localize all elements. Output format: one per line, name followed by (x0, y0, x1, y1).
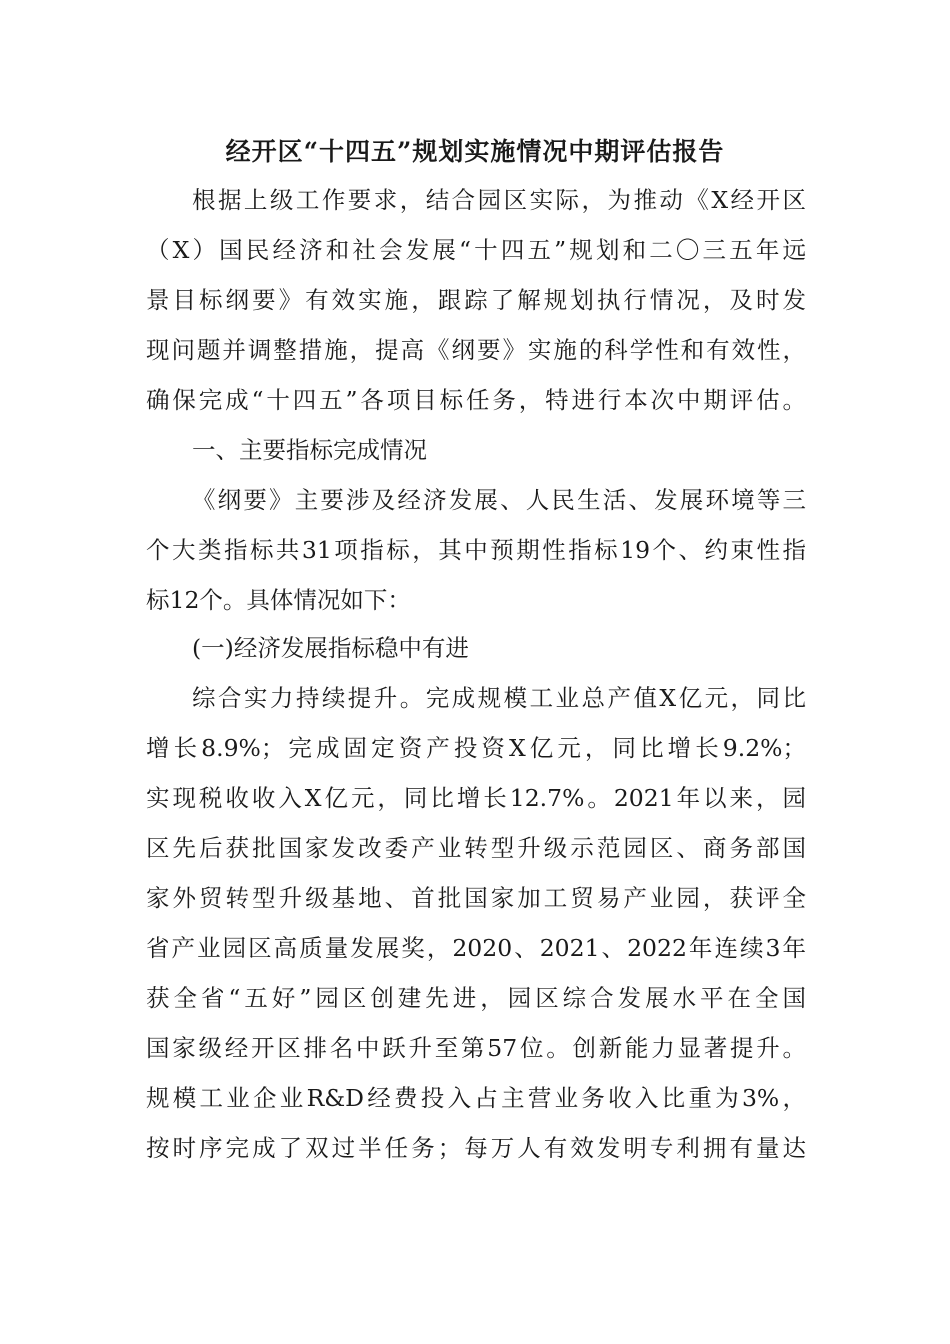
paragraph-line: 景目标纲要》有效实施，跟踪了解规划执行情况，及时发 (146, 286, 806, 314)
paragraph-line: 确保完成“十四五”各项目标任务，特进行本次中期评估。 (146, 386, 806, 414)
paragraph-line: （X）国民经济和社会发展“十四五”规划和二〇三五年远 (146, 236, 806, 264)
paragraph-line: 家外贸转型升级基地、首批国家加工贸易产业园，获评全 (146, 884, 806, 912)
paragraph-line: 规模工业企业R&D经费投入占主营业务收入比重为3%， (146, 1084, 806, 1112)
paragraph-line: 省产业园区高质量发展奖，2020、2021、2022年连续3年 (146, 934, 806, 962)
paragraph-line: 综合实力持续提升。完成规模工业总产值X亿元，同比 (192, 684, 806, 712)
document-title: 经开区“十四五”规划实施情况中期评估报告 (225, 137, 725, 166)
section-heading: 一、主要指标完成情况 (192, 436, 427, 464)
paragraph-line: 按时序完成了双过半任务；每万人有效发明专利拥有量达 (146, 1134, 806, 1162)
paragraph-line: 根据上级工作要求，结合园区实际，为推动《X经开区 (192, 186, 806, 214)
paragraph-line: 实现税收收入X亿元，同比增长12.7%。2021年以来，园 (146, 784, 806, 812)
paragraph-line: 获全省“五好”园区创建先进，园区综合发展水平在全国 (146, 984, 806, 1012)
paragraph-line: 现问题并调整措施，提高《纲要》实施的科学性和有效性， (146, 336, 806, 364)
paragraph-line: 区先后获批国家发改委产业转型升级示范园区、商务部国 (146, 834, 806, 862)
paragraph-line: 增长8.9%；完成固定资产投资X亿元，同比增长9.2%； (146, 734, 806, 762)
subsection-heading: (一)经济发展指标稳中有进 (192, 634, 469, 662)
paragraph-line: 《纲要》主要涉及经济发展、人民生活、发展环境等三 (192, 486, 806, 514)
paragraph-line: 个大类指标共31项指标，其中预期性指标19个、约束性指 (146, 536, 806, 564)
paragraph-line: 标12个。具体情况如下： (146, 586, 411, 614)
paragraph-line: 国家级经开区排名中跃升至第57位。创新能力显著提升。 (146, 1034, 806, 1062)
